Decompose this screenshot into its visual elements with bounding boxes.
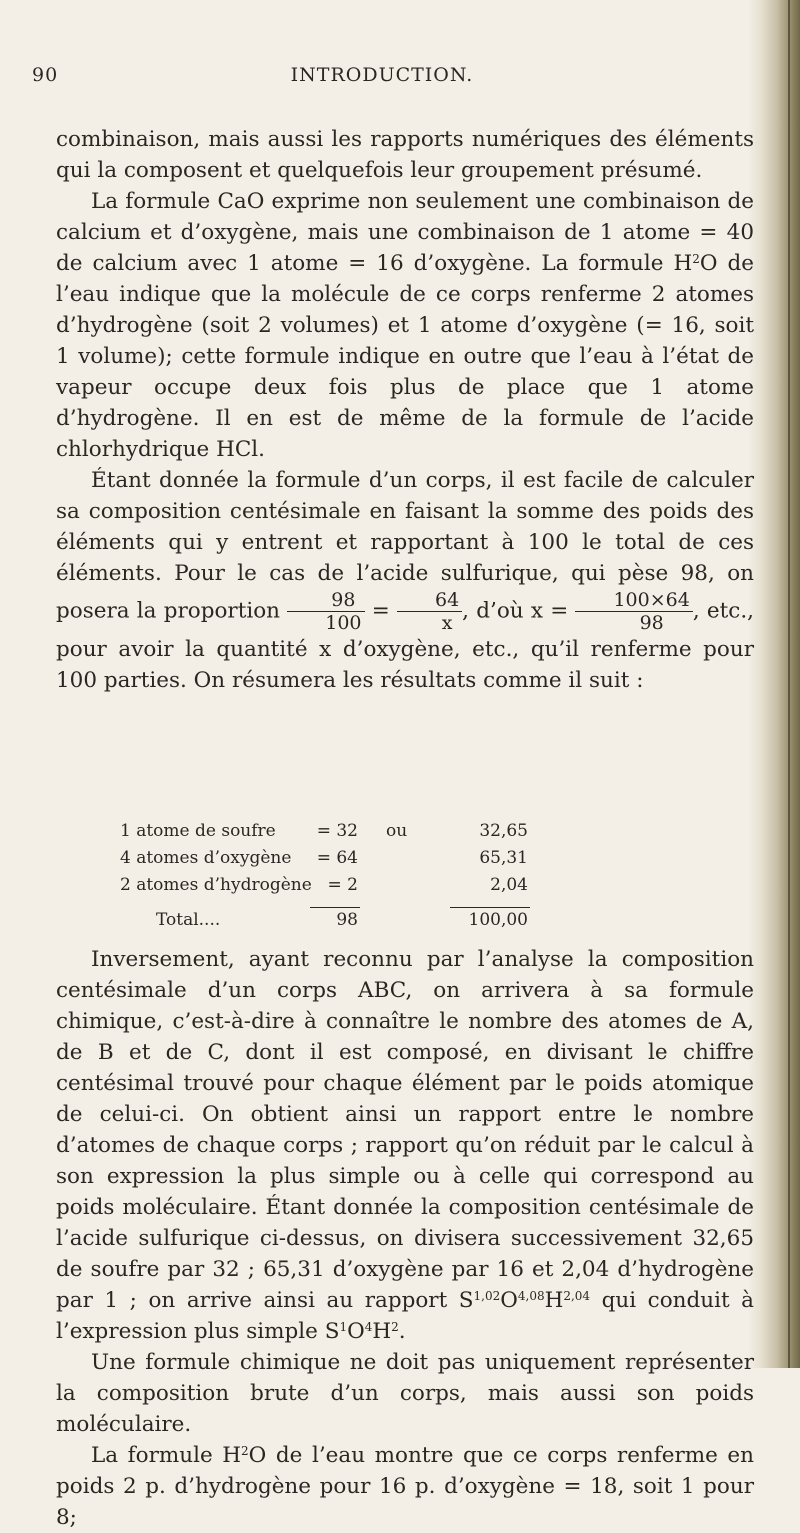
paragraph-5: Une formule chimique ne doit pas uniquement représenter la composition brute d’un corps, mais aussi son poids moléculaire. <box>56 1350 754 1437</box>
composition-table <box>120 818 640 934</box>
page-edge-shadow <box>748 0 800 1368</box>
paragraph-3: Étant donnée la formule d’un corps, il est facile de calculer sa composition centésimale en faisant la somme des poids des éléments qui y entrent et rapportant à 100 le total de ces éléments. Pour le cas de l’acide sulfurique, qui pèse 98, on posera la proportion $\frac{98}{100}$ = $\frac{64}{x}$ , d’où x = $\frac{100\times 64}{98}$ , etc., pour avoir la quantité x d’oxygène, etc., qu’il renferme pour 100 parties. On résumera les résultats comme il suit : <box>56 468 754 693</box>
paragraph-2: La formule CaO exprime non seulement une combinaison de calcium et d’oxygène, mais une combinaison de 1 atome = 40 de calcium avec 1 atome = 16 d’oxygène. La formule $H^2O$ de l’eau indique que la molécule de ce corps renferme 2 atomes d’hydrogène (soit 2 volumes) et 1 atome d’oxygène (= 16, soit 1 volume); cette formule indique en outre que l’eau à l’état de vapeur occupe deux fois plus de place que 1 atome d’hydrogène. Il en est de même de la formule de l’acide chlorhydrique HCl. <box>56 189 754 462</box>
page-edge-line <box>788 0 790 1368</box>
paragraph-1: combinaison, mais aussi les rapports numériques des éléments qui la composent et quelquefois leur groupement présumé. <box>56 127 754 183</box>
running-title: INTRODUCTION. <box>290 64 474 86</box>
body-text-continued <box>56 944 754 1533</box>
table-row: 2 atomes d’hydrogène = 2 2,04 <box>120 875 528 895</box>
page-number: 90 <box>32 64 59 86</box>
table-total-row: Total.... 98 100,00 <box>120 907 640 934</box>
paragraph-6: La formule $H^2O$ de l’eau montre que ce corps renferme en poids 2 p. d’hydrogène pour 16 p. d’oxygène = 18, soit 1 pour 8; <box>56 1443 754 1530</box>
paragraph-4: Inversement, ayant reconnu par l’analyse la composition centésimale d’un corps ABC, on arrivera à sa formule chimique, c’est-à-dire à connaître le nombre des atomes de A, de B et de C, dont il est composé, en divisant le chiffre centésimal trouvé pour chaque élément par le poids atomique de celui-ci. On obtient ainsi un rapport entre le nombre d’atomes de chaque corps ; rapport qu’on réduit par le calcul à son expression la plus simple ou à celle qui correspond au poids moléculaire. Étant donnée la composition centésimale de l’acide sulfurique ci-dessus, on divisera successivement 32,65 de soufre par 32 ; 65,31 d’oxygène par 16 et 2,04 d’hydrogène par 1 ; on arrive ainsi au rapport $S^{1,02}O^{4,08}H^{2,04}$ qui conduit à l’expression plus simple $S^1O^4H^2$. <box>56 947 755 1344</box>
body-text <box>56 124 754 696</box>
table-row: 1 atome de soufre = 32 ou 32,65 <box>120 821 528 841</box>
fraction-98-100: $\frac{98}{100}$ <box>287 589 364 634</box>
fraction-100x64-98: $\frac{100\times 64}{98}$ <box>575 589 692 634</box>
fraction-64-x: $\frac{64}{x}$ <box>397 589 462 634</box>
page-header <box>32 64 732 92</box>
table-row: 4 atomes d’oxygène = 64 65,31 <box>120 848 528 868</box>
